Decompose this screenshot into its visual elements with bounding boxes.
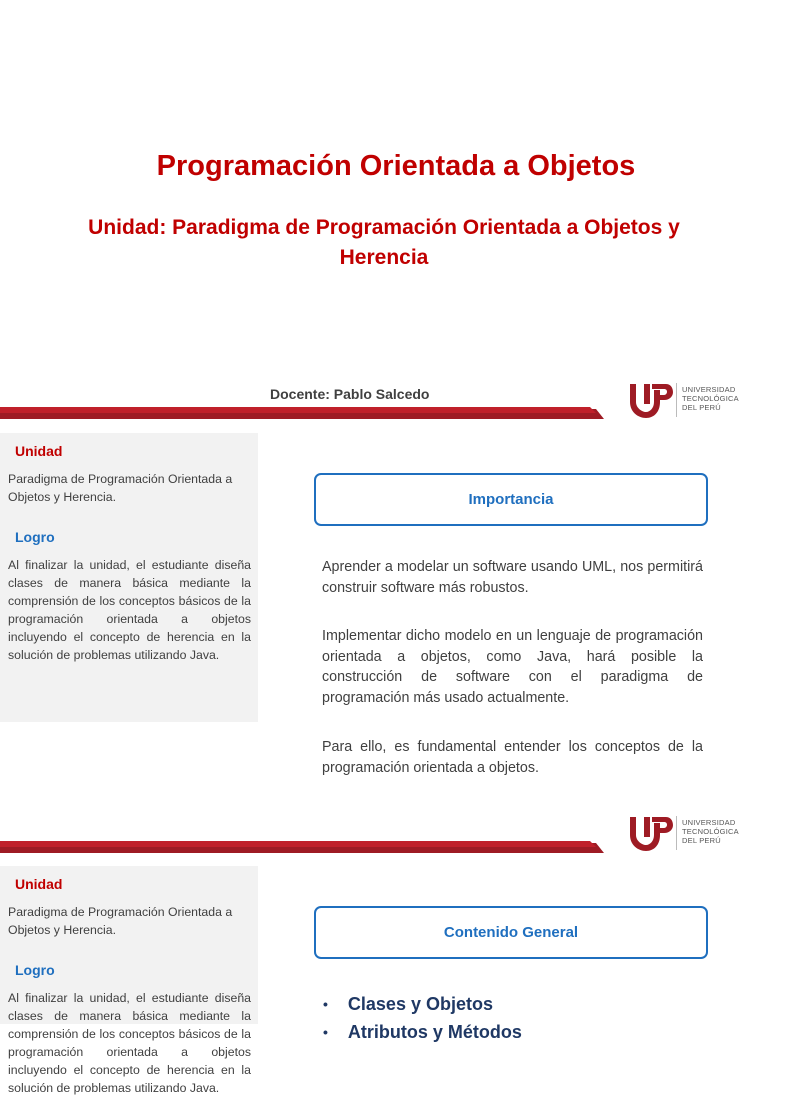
importancia-box: Importancia xyxy=(314,473,708,526)
unidad-heading: Unidad xyxy=(15,876,63,892)
content-bullet-list xyxy=(323,990,522,1046)
logo-line-3: DEL PERÚ xyxy=(682,836,721,845)
logo-line-3: DEL PERÚ xyxy=(682,403,721,412)
logro-heading: Logro xyxy=(15,962,55,978)
paragraph-3: Para ello, es fundamental entender los conceptos de la programación orientada a objetos. xyxy=(322,739,703,776)
unit-info-panel-2 xyxy=(0,866,258,1095)
utp-mark-icon xyxy=(626,380,674,422)
logo-line-2: TECNOLÓGICA xyxy=(682,394,739,403)
unit-info-panel xyxy=(0,433,258,722)
page-subtitle: Unidad: Paradigma de Programación Orientada a Objetos y Herencia xyxy=(88,216,680,269)
utp-logo xyxy=(626,380,751,422)
red-band-divider-2 xyxy=(0,841,604,853)
logo-separator xyxy=(676,383,677,417)
list-item: • Atributos y Métodos xyxy=(323,1021,522,1042)
utp-mark-icon xyxy=(626,813,674,855)
page-title: Programación Orientada a Objetos xyxy=(156,150,636,182)
bullet-text: Clases y Objetos xyxy=(347,993,493,1014)
utp-logo-2 xyxy=(626,813,751,855)
logo-line-1: UNIVERSIDAD xyxy=(682,818,736,827)
paragraph-1: Aprender a modelar un software usando UML, nos permitirá construir software más robustos. xyxy=(322,559,703,596)
list-item: • Clases y Objetos xyxy=(323,993,493,1014)
paragraph-2: Implementar dicho modelo en un lenguaje de programación orientada a objetos, como Java, hará posible la construcción de software con el paradigma de programación más usado actualmente. xyxy=(322,628,703,706)
logro-text: Al finalizar la unidad, el estudiante diseña clases de manera básica mediante la comprensión de los conceptos básicos de la programación orientada a objetos incluyendo el concepto de herencia en la solución de problemas utilizando Java. xyxy=(8,558,251,662)
docente-label: Docente: Pablo Salcedo xyxy=(270,386,430,402)
contenido-general-box: Contenido General xyxy=(314,906,708,959)
logro-heading: Logro xyxy=(15,529,55,545)
logro-text: Al finalizar la unidad, el estudiante diseña clases de manera básica mediante la comprensión de los conceptos básicos de la programación orientada a objetos incluyendo el concepto de herencia en la solución de problemas utilizando Java. xyxy=(8,991,251,1095)
unidad-text: Paradigma de Programación Orientada a Objetos y Herencia. xyxy=(8,905,233,937)
logo-line-2: TECNOLÓGICA xyxy=(682,827,739,836)
logo-text xyxy=(682,385,739,412)
logo-line-1: UNIVERSIDAD xyxy=(682,385,736,394)
logo-separator xyxy=(676,816,677,850)
red-band-divider xyxy=(0,407,604,419)
unidad-text: Paradigma de Programación Orientada a Objetos y Herencia. xyxy=(8,472,233,504)
unidad-heading: Unidad xyxy=(15,443,63,459)
bullet-text: Atributos y Métodos xyxy=(347,1021,522,1042)
logo-text xyxy=(682,818,739,845)
